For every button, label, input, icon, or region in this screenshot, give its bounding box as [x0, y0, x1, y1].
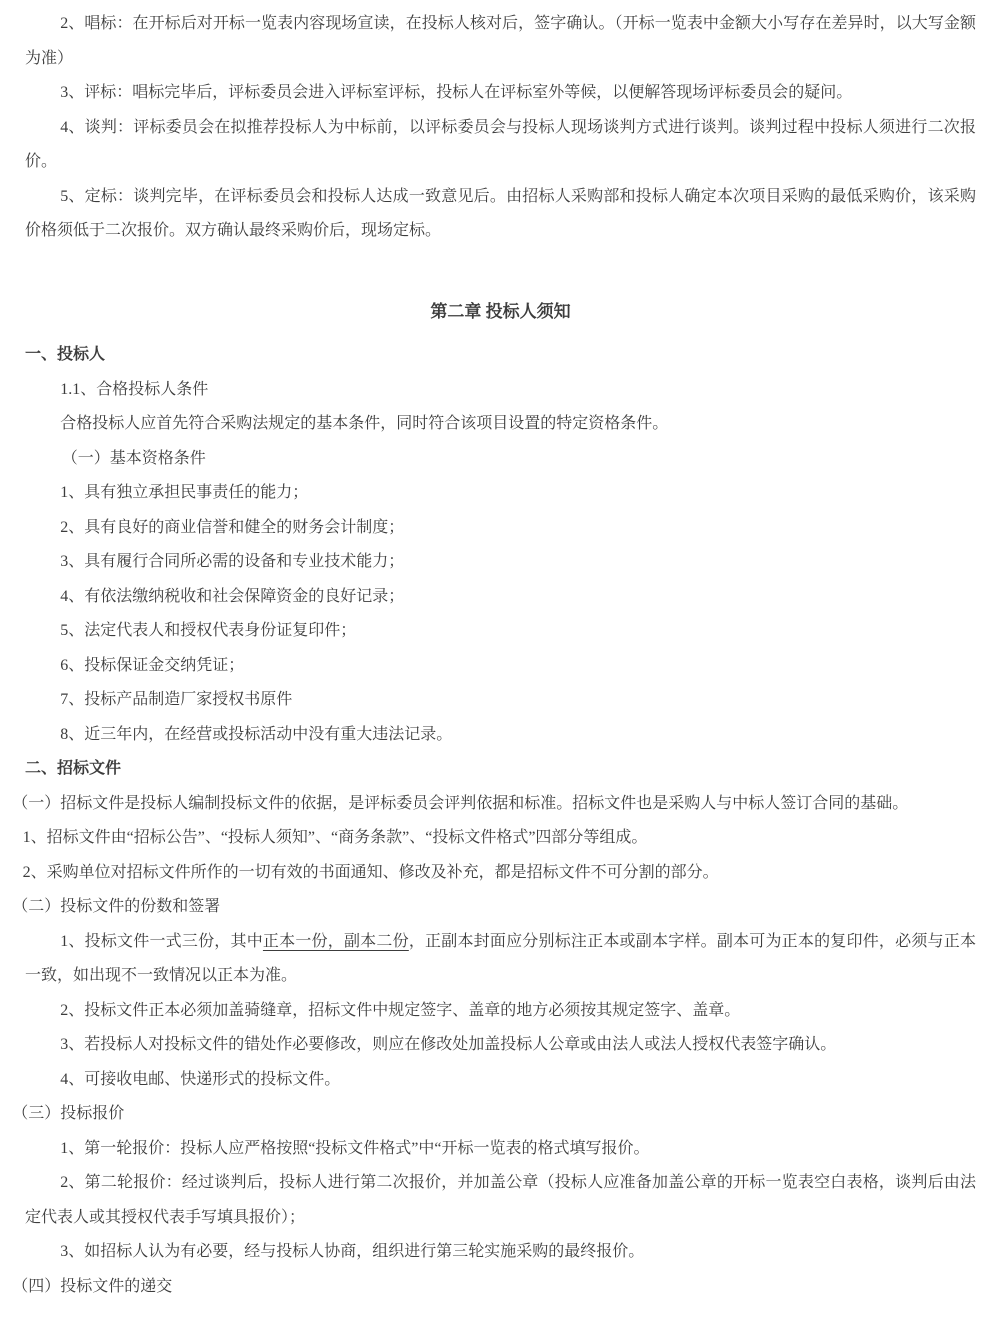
basic-condition-item: 2、具有良好的商业信誉和健全的财务会计制度； [60, 518, 405, 536]
basic-condition-item: 4、有依法缴纳税收和社会保障资金的良好记录； [60, 587, 405, 605]
submission-heading: （四）投标文件的递交 [12, 1277, 173, 1295]
copies-item-1-suffix: ，正副本封面应分别标注正本或副本字样。副本可为正本的复印件，必须与正本一致，如出现不一致情况以正本为准。 [25, 932, 976, 984]
basic-conditions-heading: （一）基本资格条件 [61, 449, 206, 467]
copies-item-2: 2、投标文件正本必须加盖骑缝章，招标文件中规定签字、盖章的地方必须按其规定签字、盖章。 [60, 1001, 741, 1019]
quotation-item-3: 3、如招标人认为有必要，经与投标人协商，组织进行第三轮实施采购的最终报价。 [60, 1243, 645, 1260]
procedure-step-dingbiao: 5、定标：谈判完毕，在评标委员会和投标人达成一致意见后。由招标人采购部和投标人确定本次项目采购的最低采购价，该采购价格须低于二次报价。双方确认最终采购价后，现场定标。 [25, 187, 976, 239]
copies-item-3: 3、若投标人对投标文件的错处作必要修改，则应在修改处加盖投标人公章或由法人或法人授权代表签字确认。 [60, 1036, 837, 1053]
basic-condition-item: 8、近三年内，在经营或投标活动中没有重大违法记录。 [60, 725, 453, 743]
basic-condition-item: 1、具有独立承担民事责任的能力； [60, 484, 309, 501]
basic-condition-item: 6、投标保证金交纳凭证； [60, 656, 245, 674]
section-tender-documents-heading: 二、招标文件 [25, 760, 122, 777]
clause-number: 1.1、合格投标人条件 [60, 380, 209, 398]
quotation-item-2: 2、第二轮报价：经过谈判后，投标人进行第二次报价，并加盖公章（投标人应准备加盖公章的开标一览表空白表格，谈判后由法定代表人或其授权代表手写填具报价）； [25, 1174, 976, 1226]
tender-documents-composition-item: 1、招标文件由“招标公告”、“投标人须知”、“商务条款”、“投标文件格式”四部分等组成。 [22, 829, 648, 846]
qualified-bidder-intro: 合格投标人应首先符合采购法规定的基本条件，同时符合该项目设置的特定资格条件。 [60, 415, 669, 432]
copies-item-4: 4、可接收电邮、快递形式的投标文件。 [60, 1070, 341, 1088]
basic-condition-item: 3、具有履行合同所必需的设备和专业技术能力； [60, 553, 405, 570]
copies-item-1-underlined: 正本一份，副本二份 [262, 932, 409, 950]
basic-condition-item: 7、投标产品制造厂家授权书原件 [60, 691, 293, 708]
copies-signing-heading: （二）投标文件的份数和签署 [12, 898, 221, 915]
procedure-step-tanpan: 4、谈判：评标委员会在拟推荐投标人为中标前，以评标委员会与投标人现场谈判方式进行谈判。谈判过程中投标人须进行二次报价。 [25, 118, 976, 170]
copies-item-1-prefix: 1、投标文件一式三份，其中 [60, 932, 263, 950]
chapter-title: 第二章 投标人须知 [430, 301, 571, 321]
procedure-step-changbiao: 2、唱标：在开标后对开标一览表内容现场宣读，在投标人核对后，签字确认。（开标一览表中金额大小写存在差异时，以大写金额为准） [25, 15, 976, 67]
quotation-heading: （三）投标报价 [12, 1105, 125, 1122]
section-bidder-heading: 一、投标人 [25, 346, 106, 363]
tender-documents-amendment-item: 2、采购单位对招标文件所作的一切有效的书面通知、修改及补充，都是招标文件不可分割的部分。 [22, 863, 719, 881]
basic-condition-item: 5、法定代表人和授权代表身份证复印件； [60, 622, 357, 639]
copies-item-1 [25, 925, 976, 994]
quotation-item-1: 1、第一轮报价：投标人应严格按照“投标文件格式”中“开标一览表的格式填写报价。 [60, 1139, 650, 1157]
procedure-step-pingbiao: 3、评标：唱标完毕后，评标委员会进入评标室评标，投标人在评标室外等候，以便解答现场评标委员会的疑问。 [60, 84, 853, 101]
tender-documents-basis-paragraph: （一）招标文件是投标人编制投标文件的依据，是评标委员会评判依据和标准。招标文件也是采购人与中标人签订合同的基础。 [12, 794, 909, 812]
